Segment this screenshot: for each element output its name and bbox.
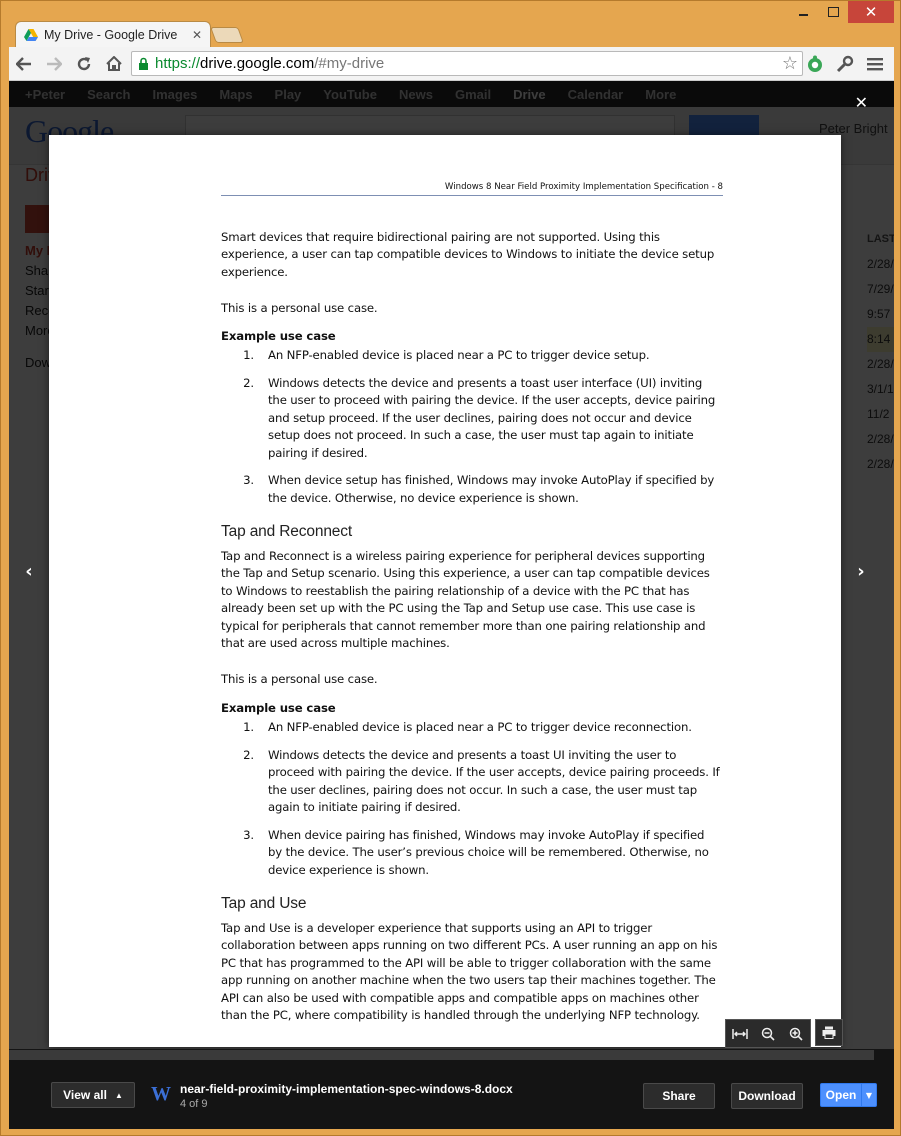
word-doc-icon: W xyxy=(151,1083,171,1105)
home-icon[interactable] xyxy=(99,49,129,79)
tab-close-icon[interactable]: ✕ xyxy=(191,27,202,42)
bookmark-star-icon[interactable]: ☆ xyxy=(781,53,798,74)
open-dropdown-icon[interactable]: ▼ xyxy=(865,1090,873,1100)
print-icon[interactable] xyxy=(815,1019,843,1046)
menu-icon[interactable] xyxy=(860,49,890,79)
page-header: Windows 8 Near Field Proximity Implementation Specification - 8 xyxy=(221,182,723,196)
zoom-in-icon[interactable] xyxy=(782,1020,810,1047)
step-list xyxy=(221,719,723,890)
back-icon[interactable] xyxy=(9,49,39,79)
new-tab-button[interactable] xyxy=(210,27,244,43)
list-item: 1. An NFP-enabled device is placed near a PC to trigger device reconnection. xyxy=(243,720,692,734)
paragraph: Smart devices that require bidirectional pairing are not supported. Using this experience, a user can tap compatible devices to Windows to initiate the device setup experience. xyxy=(221,230,715,279)
zoom-toolbar xyxy=(725,1019,843,1048)
extension-icon[interactable] xyxy=(800,49,830,79)
paragraph: Tap and Use is a developer experience that supports using an API to trigger collaboration between apps running on two different PCs. A user running an app on his PC that has programmed to the API will be able to trigger collaboration with the same app running on another machine when the two users tap their machines together. The API can also be used with compatible apps and compatible apps on machines other than the PC, where compatibility is handled through the underlying NFP technology. xyxy=(221,921,718,1023)
tab-title: My Drive - Google Drive xyxy=(44,27,178,42)
document-page xyxy=(49,135,841,1047)
download-button[interactable]: Download xyxy=(731,1083,803,1109)
page-content xyxy=(9,81,894,1129)
browser-tab[interactable] xyxy=(15,21,211,47)
example-heading: Example use case xyxy=(221,701,336,715)
previous-arrow-icon[interactable]: ‹ xyxy=(25,561,33,582)
viewer-bottom-bar xyxy=(9,1049,894,1129)
list-item: 2. Windows detects the device and presents a toast user interface (UI) inviting the user to proceed with pairing the device. If the user accepts, device pairing and setup proceed. If the user declines, pairing does not occur and device setup does not proceed. In such a case, the user must tap again to initiate pairing if desired. xyxy=(243,375,716,460)
browser-toolbar xyxy=(9,47,894,81)
open-button[interactable] xyxy=(820,1083,877,1107)
next-arrow-icon[interactable]: › xyxy=(857,561,865,582)
window-controls xyxy=(788,1,894,23)
reload-icon[interactable] xyxy=(69,49,99,79)
open-label: Open xyxy=(821,1084,862,1106)
horizontal-scrollbar[interactable] xyxy=(9,1050,874,1060)
view-all-label: View all xyxy=(63,1088,107,1102)
section-heading: Tap and Reconnect xyxy=(221,523,353,540)
close-viewer-icon[interactable]: ✕ xyxy=(854,93,868,112)
paragraph: This is a personal use case. xyxy=(221,301,378,315)
url-text: https://drive.google.com/#my-drive xyxy=(155,55,385,72)
list-item: 1. An NFP-enabled device is placed near a PC to trigger device setup. xyxy=(243,348,650,362)
window-close-button[interactable]: ✕ xyxy=(848,1,894,23)
caret-up-icon: ▲ xyxy=(114,1090,123,1100)
list-item: 3. When device pairing has finished, Windows may invoke AutoPlay if specified by the device. The user’s previous choice will be remembered. Otherwise, no device experience is shown. xyxy=(243,828,709,877)
step-list xyxy=(221,347,723,518)
lock-icon xyxy=(138,57,149,71)
file-position: 4 of 9 xyxy=(180,1098,208,1110)
minimize-button[interactable] xyxy=(788,1,818,23)
paragraph: Tap and Reconnect is a wireless pairing experience for peripheral devices supporting the Tap and Setup scenario. Using this experience, a user can tap compatible devices to Windows to reestablish the pairing relationship of a device with the PC that has already been set up with the PC using the Tap and Setup use case. This use case is typical for peripherals that cannot remember more than one pairing relationship and that are used across multiple machines. xyxy=(221,549,710,651)
fit-width-icon[interactable] xyxy=(726,1020,754,1047)
file-name: near-field-proximity-implementation-spec-windows-8.docx xyxy=(180,1082,513,1096)
zoom-out-icon[interactable] xyxy=(754,1020,782,1047)
list-item: 3. When device setup has finished, Windows may invoke AutoPlay if specified by the device. Otherwise, no device experience is shown. xyxy=(243,473,715,505)
view-all-button[interactable] xyxy=(51,1082,135,1108)
wrench-icon[interactable] xyxy=(830,49,860,79)
toolbar-right xyxy=(800,49,890,79)
example-heading: Example use case xyxy=(221,329,336,343)
address-bar[interactable] xyxy=(131,51,803,76)
maximize-button[interactable] xyxy=(818,1,848,23)
share-button[interactable]: Share xyxy=(643,1083,715,1109)
zoom-group xyxy=(725,1019,811,1048)
section-heading: Tap and Use xyxy=(221,895,307,912)
forward-icon[interactable] xyxy=(39,49,69,79)
list-item: 2. Windows detects the device and presents a toast UI inviting the user to proceed with pairing the device. If the user accepts, device pairing proceeds. If the user declines, pairing does not occur. In such a case, the user must tap again to initiate pairing if desired. xyxy=(243,747,720,815)
paragraph: This is a personal use case. xyxy=(221,672,378,686)
google-drive-icon xyxy=(24,29,38,41)
